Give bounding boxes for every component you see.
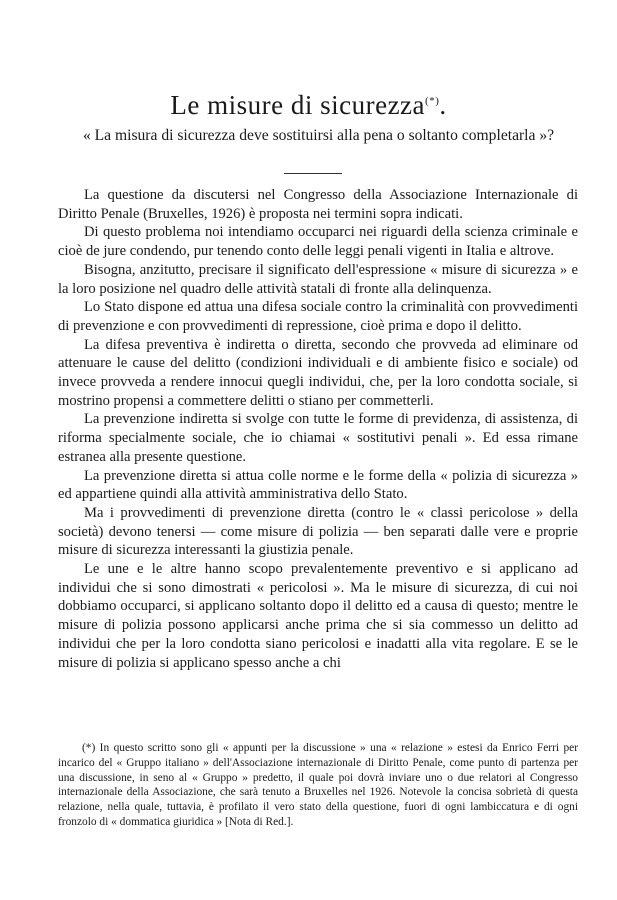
paragraph: Bisogna, anzitutto, precisare il significato dell'espressione « misure di sicurezza » e la loro posizione nel quadro delle attività statali di fronte alla delinquenza. [58,261,578,297]
paragraph: La prevenzione indiretta si svolge con tutte le forme di previdenza, di assistenza, di riforma specialmente sociale, che io chiamai « sostitutivi penali ». Ed essa rimane estranea alla presente questione. [58,411,578,465]
footnotes [58,741,578,830]
paragraph: La questione da discutersi nel Congresso della Associazione Internazionale di Diritto Penale (Bruxelles, 1926) è proposta nei termini sopra indicati. [58,187,578,222]
page-title: Le misure di sicurezza(*). [170,90,447,120]
divider [284,173,342,174]
footnote: (*) In questo scritto sono gli « appunti per la discussione » una « relazione » estesi da Enrico Ferri per incarico del « Gruppo italiano » dell'Associazione internazionale di Diritto Penale, come punto di partenza per una discussione, in seno al « Gruppo » predetto, il quale poi dovrà inviare uno o due relatori al Congresso internazionale della Associazione, che sarà tenuto a Bruxelles nel 1926. Notevole la concisa sobrietà di questa relazione, nella quale, tuttavia, è profilato il vero stato della questione, fuori di ogni lambiccatura e di ogni fronzolo di « dommatica giuridica » [Nota di Red.]. [58,742,578,828]
body-text [58,186,578,672]
footnote-marker: (*) [425,95,440,107]
paragraph: Ma i provvedimenti di prevenzione diretta (contro le « classi pericolose » della società) devono tenersi — come misure di polizia — ben separati dalle vere e proprie misure di sicurezza interessanti la giustizia penale. [58,504,578,559]
paragraph: La prevenzione diretta si attua colle norme e le forme della « polizia di sicurezza » ed appartiene quindi alla attività amministrativa dello Stato. [58,467,578,503]
paragraph: Lo Stato dispone ed attua una difesa sociale contro la criminalità con provvedimenti di prevenzione e con provvedimenti di repressione, cioè prima e dopo il delitto. [58,299,578,334]
subtitle: « La misura di sicurezza deve sostituirsi alla pena o soltanto completarla »? [82,127,555,144]
paragraph: La difesa preventiva è indiretta o diretta, secondo che provveda ad eliminare od attenuare le cause del delitto (condizioni individuali e di ambiente fisico e sociale) od invece provveda a rendere innocui quegli individui, che, per la loro condotta sociale, si mostrino propensi a commettere delitti o stiano per commetterli. [58,336,578,409]
paragraph: Le une e le altre hanno scopo prevalentemente preventivo e si applicano ad individui che si sono dimostrati « pericolosi ». Ma le misure di sicurezza, di cui noi dobbiamo occuparci, si applicano soltanto dopo il delitto ed a causa di questo; mentre le misure di polizia possono applicarsi anche prima che si sia commesso un delitto ad individui che per la loro condotta siano pericolosi e inadatti alla vita regolare. E se le misure di polizia si applicano spesso anche a chi [58,561,578,671]
title-text: Le misure di sicurezza [170,90,426,120]
paragraph: Di questo problema noi intendiamo occuparci nei riguardi della scienza criminale e cioè de jure condendo, pur tenendo conto delle leggi penali vigenti in Italia e altrove. [58,224,578,260]
